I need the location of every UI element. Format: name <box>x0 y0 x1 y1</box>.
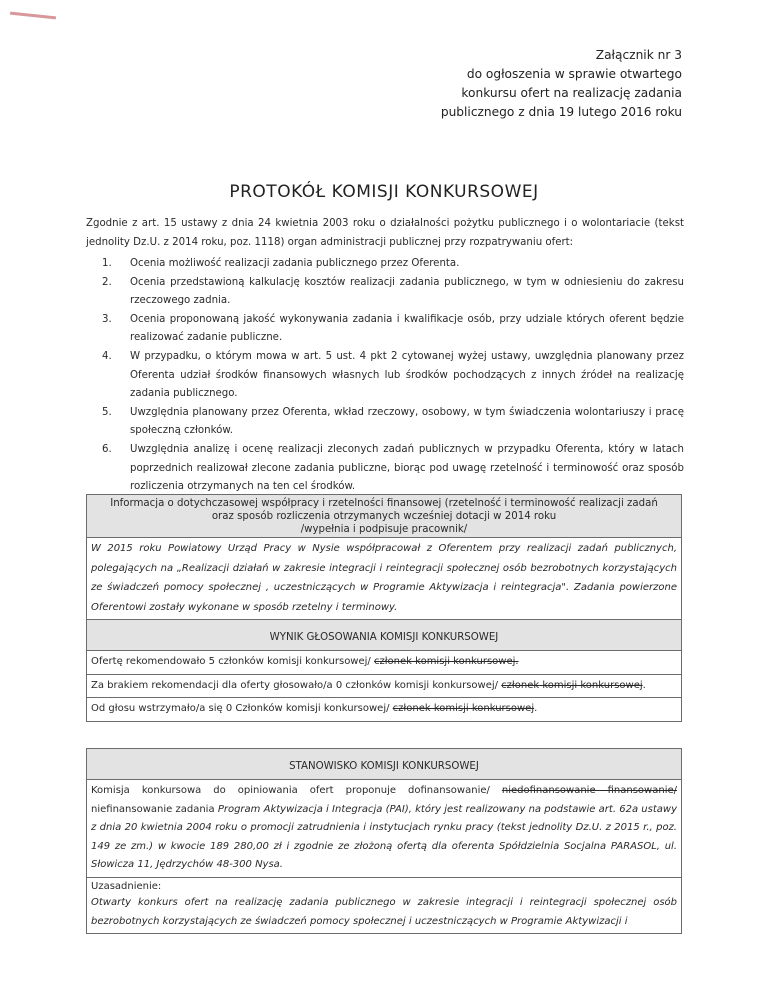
list-item <box>86 311 684 348</box>
vote-row-abstained <box>87 698 681 721</box>
struck-text: członek komisji konkursowej <box>392 703 535 714</box>
cooperation-info-box <box>86 494 682 622</box>
annex-line-4: publicznego z dnia 19 lutego 2016 roku <box>440 105 682 119</box>
vote-row-text: Za brakiem rekomendacji dla oferty głosowało/a 0 członków komisji konkursowej/ <box>91 679 502 691</box>
vote-row-recommended <box>87 651 681 675</box>
struck-text: członek komisji konkursowej <box>501 679 643 691</box>
committee-position-box <box>86 748 682 934</box>
page-title: PROTOKÓŁ KOMISJI KONKURSOWEJ <box>229 182 539 202</box>
criteria-list <box>86 255 684 497</box>
item-number: 4. <box>102 350 112 362</box>
vote-row-text: Od głosu wstrzymało/a się 0 Członków komisji konkursowej/ <box>91 703 393 714</box>
justification <box>87 878 681 933</box>
annex-line-3: konkursu ofert na realizację zadania <box>461 86 682 100</box>
vote-row-text: Ofertę rekomendowało 5 członków komisji konkursowej/ <box>91 656 374 667</box>
annex-line-1: Załącznik nr 3 <box>595 48 682 62</box>
position-text-mid: niefinansowanie zadania <box>91 803 218 815</box>
annex-header <box>342 46 682 122</box>
position-text-start: Komisja konkursowa do opiniowania ofert proponuje dofinansowanie/ <box>91 785 502 796</box>
item-text: Ocenia przedstawioną kalkulację kosztów realizacji zadania publicznego, w tym w odniesieniu do zakresu rzeczowego zadnia. <box>130 276 684 307</box>
vote-row-against <box>87 675 681 699</box>
item-number: 2. <box>102 276 112 288</box>
item-number: 3. <box>102 313 112 325</box>
vote-row-end: . <box>534 703 538 714</box>
list-item <box>86 404 684 441</box>
position-text-italic: Program Aktywizacja i Integracja (PAI), który jest realizowany na podstawie art. 62a ustawy z dnia 20 kwietnia 2004 roku o promocji zatrudnienia i instytucjach rynku pracy (tekst jednolity Dz.U. z 2015 r., poz. 149 ze zm.) w kwocie 189 280,00 zł i zgodnie ze złożoną ofertą dla oferenta Spółdzielnia Socjalna PARASOL, ul. Słowicza 11, Jędrzychów 48-300 Nysa. <box>91 803 677 870</box>
position-header: STANOWISKO KOMISJI KONKURSOWEJ <box>87 749 681 780</box>
intro-paragraph: Zgodnie z art. 15 ustawy z dnia 24 kwietnia 2003 roku o działalności pożytku publicznego i o wolontariacie (tekst jednolity Dz.U. z 2014 roku, poz. 1118) organ administracji publicznej przy rozpatrywaniu ofert: <box>86 218 684 248</box>
list-item <box>86 255 684 274</box>
item-number: 6. <box>102 443 112 455</box>
cooperation-header-line-1: Informacja o dotychczasowej współpracy i rzetelności finansowej (rzetelność i terminowość realizacji zadań <box>110 498 658 509</box>
vote-header: WYNIK GŁOSOWANIA KOMISJI KONKURSOWEJ <box>87 620 681 651</box>
cooperation-header-line-3: /wypełnia i podpisuje pracownik/ <box>300 524 468 535</box>
item-text: Ocenia proponowaną jakość wykonywania zadania i kwalifikacje osób, przy udziale których oferent będzie realizować zadanie publiczne. <box>130 313 684 344</box>
list-item <box>86 274 684 311</box>
position-paragraph <box>87 780 681 878</box>
list-item <box>86 348 684 404</box>
vote-result-box <box>86 619 682 722</box>
item-text: W przypadku, o którym mowa w art. 5 ust. 4 pkt 2 cytowanej wyżej ustawy, uwzględnia planowany przez Oferenta udział środków finansowych własnych lub środków pochodzących z innych źródeł na realizację zadania publicznego. <box>130 350 684 400</box>
vote-row-end: . <box>642 679 646 691</box>
cooperation-header <box>87 495 681 538</box>
item-text: Uwzględnia analizę i ocenę realizacji zleconych zadań publicznych w przypadku Oferenta, który w latach poprzednich realizował zlecone zadania publiczne, biorąc pod uwagę rzetelność i terminowość oraz sposób rozliczenia otrzymanych na ten cel środków. <box>130 443 684 493</box>
struck-text: członek komisji konkursowej. <box>373 656 519 667</box>
item-text: Uwzględnia planowany przez Oferenta, wkład rzeczowy, osobowy, w tym świadczenia wolontariuszy i pracę społeczną członków. <box>130 406 684 437</box>
list-item <box>86 441 684 497</box>
item-number: 5. <box>102 406 112 418</box>
cooperation-body: W 2015 roku Powiatowy Urząd Pracy w Nysie współpracował z Oferentem przy realizacji zadań publicznych, polegających na „Realizacji działań w zakresie integracji i reintegracji społecznej osób bezrobotnych korzystających ze świadczeń pomocy społecznej , uczestniczących w Programie Aktywizacja i reintegracja". Zadania powierzone Oferentowi zostały wykonane w sposób rzetelny i terminowy. <box>91 543 677 613</box>
justification-label: Uzasadnienie: <box>91 880 162 892</box>
justification-text: Otwarty konkurs ofert na realizację zadania publicznego w zakresie integracji i reintegracji społecznej osób bezrobotnych korzystających ze świadczeń pomocy społecznej i uczestniczących w Programie Aktywizacji i <box>91 896 677 927</box>
item-number: 1. <box>102 258 112 269</box>
item-text: Ocenia możliwość realizacji zadania publicznego przez Oferenta. <box>130 258 460 269</box>
scan-artifact <box>10 12 56 20</box>
struck-text: niedofinansowanie finansowanie/ <box>501 785 677 796</box>
annex-line-2: do ogłoszenia w sprawie otwartego <box>466 67 682 81</box>
cooperation-header-line-2: oraz sposób rozliczenia otrzymanych wcześniej dotacji w 2014 roku <box>211 511 557 522</box>
